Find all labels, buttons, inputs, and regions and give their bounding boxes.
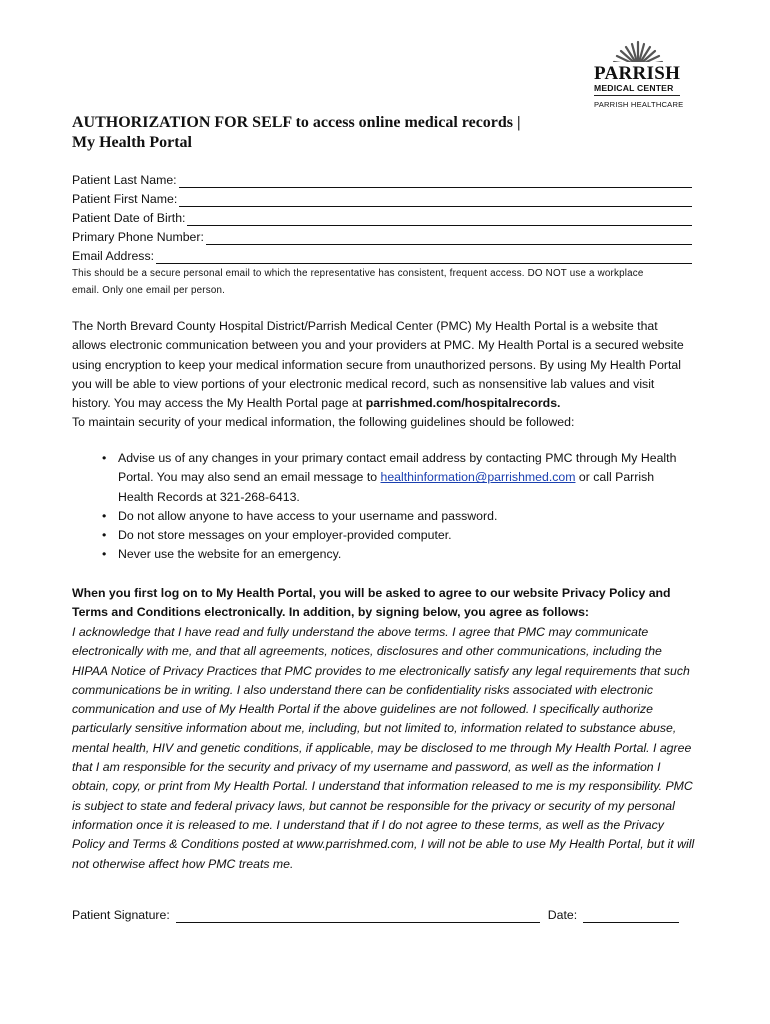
list-item — [72, 449, 692, 507]
phone-field[interactable] — [72, 229, 692, 245]
dob-line[interactable] — [187, 213, 692, 226]
email-field[interactable] — [72, 248, 692, 264]
signature-row — [72, 907, 692, 923]
logo-name: PARRISH — [594, 63, 681, 84]
list-item — [72, 526, 692, 545]
signature-label: Patient Signature: — [72, 908, 170, 922]
last-name-line[interactable] — [179, 175, 692, 188]
email-link[interactable]: healthinformation@parrishmed.com — [380, 470, 576, 485]
phone-label: Primary Phone Number: — [72, 230, 204, 244]
signature-line[interactable] — [176, 910, 540, 923]
last-name-label: Patient Last Name: — [72, 173, 177, 187]
first-name-label: Patient First Name: — [72, 192, 178, 206]
parrish-logo — [594, 38, 694, 110]
bullet-icon: • — [102, 451, 107, 465]
email-line[interactable] — [156, 251, 692, 264]
date-label: Date: — [547, 908, 578, 922]
last-name-field[interactable] — [72, 172, 692, 188]
date-line[interactable] — [583, 910, 679, 923]
guideline-4: Never use the website for an emergency. — [118, 547, 342, 562]
guidelines-lead: To maintain security of your medical information, the following guidelines should be followed: — [72, 415, 575, 430]
email-label: Email Address: — [72, 249, 155, 263]
logo-subtitle: MEDICAL CENTER — [594, 83, 680, 96]
guideline-1b: or call Parrish Health Records at 321-268-6413. — [118, 470, 655, 504]
first-name-line[interactable] — [179, 194, 692, 207]
records-url: parrishmed.com/hospitalrecords. — [365, 396, 561, 411]
bullet-icon: • — [102, 547, 107, 562]
bullet-icon: • — [102, 508, 107, 523]
list-item — [72, 545, 692, 564]
intro-text: The North Brevard County Hospital District/Parrish Medical Center (PMC) My Health Portal is a website that allows electronic communication between you and your providers at PMC. My Health Portal is a secured website using encryption to keep your medical information secure from unauthorized persons. By using My Health Portal you will be able to view portions of your electronic medical record, such as nonsensitive lab values and visit history. You may access the My Health Portal page at — [72, 319, 684, 411]
bullet-icon: • — [102, 528, 107, 543]
list-item — [72, 507, 692, 526]
dob-field[interactable] — [72, 210, 692, 226]
agreement-heading: When you first log on to My Health Portal, you will be asked to agree to our website Privacy Policy and Terms and Conditions electronically. In addition, by signing below, you agree as follows: — [72, 586, 671, 620]
intro-paragraph — [72, 317, 692, 433]
guideline-1a: Advise us of any changes in your primary contact email address by contacting PMC through My Health Portal. You may also send an email message to — [118, 451, 677, 485]
guidelines-list — [72, 449, 692, 565]
agreement-text: I acknowledge that I have read and fully understand the above terms. I agree that PMC may communicate electronically with me, and that all agreements, notices, disclosures and other communications, including the HIPAA Notice of Privacy Practices that PMC provides to me electronically satisfy any legal requirements that such communications be in writing. I also understand there can be confidentiality risks associated with electronic communication and use of My Health Portal if the above guidelines are not followed. I specifically authorize particularly sensitive information about me, including, but not limited to, information related to substance abuse, mental health, HIV and genetic conditions, if applicable, may be disclosed to me through My Health Portal. I agree that I am responsible for the security and privacy of my username and password, as well as the information I obtain, copy, or print from My Health Portal. I understand that information released to me is my responsibility. PMC is subject to state and federal privacy laws, but cannot be responsible for the privacy or security of my personal information once it is released to me. I understand that if I do not agree to these terms, as well as the Privacy Policy and Terms & Conditions posted at www.parrishmed.com, I will not be able to use My Health Portal, but it will not otherwise affect how PMC treats me. — [72, 625, 695, 871]
email-note: This should be a secure personal email to which the representative has consistent, frequent access. DO NOT use a workplace email. Only one email per person. — [72, 268, 644, 296]
page-title: AUTHORIZATION FOR SELF to access online medical records | My Health Portal — [72, 114, 521, 151]
first-name-field[interactable] — [72, 191, 692, 207]
logo-healthcare: PARRISH HEALTHCARE — [594, 100, 684, 109]
guideline-2: Do not allow anyone to have access to your username and password. — [118, 508, 498, 523]
phone-line[interactable] — [206, 232, 692, 245]
dob-label: Patient Date of Birth: — [72, 211, 186, 225]
guideline-3: Do not store messages on your employer-provided computer. — [118, 528, 452, 543]
